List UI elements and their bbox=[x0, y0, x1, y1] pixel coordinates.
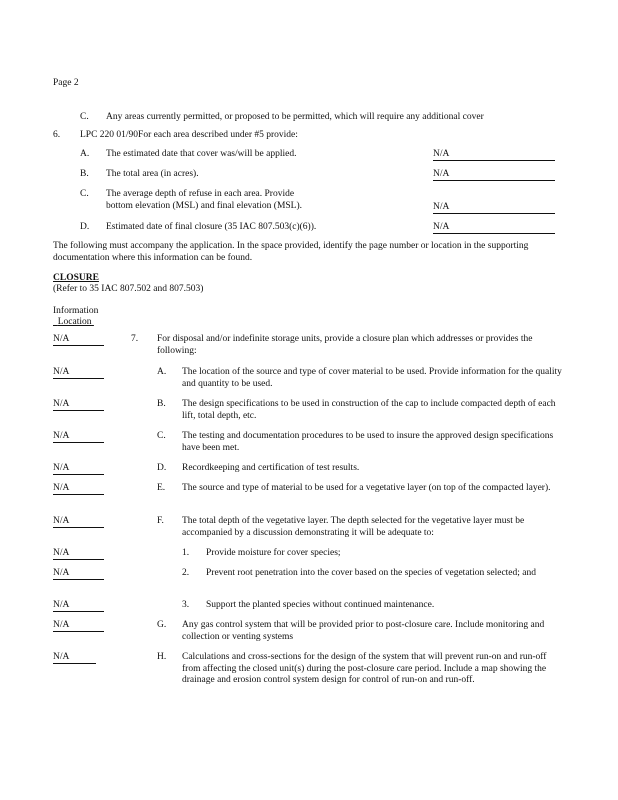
item-6c-letter: C. bbox=[80, 189, 89, 199]
item-6a-letter: A. bbox=[80, 149, 90, 159]
item-6-number: 6. bbox=[53, 130, 61, 140]
item-7e-letter: E. bbox=[157, 483, 166, 493]
item-7d-answer: N/A bbox=[53, 463, 70, 473]
item-7d-letter: D. bbox=[157, 463, 167, 473]
item-7a-answer: N/A bbox=[53, 367, 70, 377]
item-6c-answer-line bbox=[433, 202, 555, 214]
item-6d-answer: N/A bbox=[433, 222, 450, 232]
item-7f1-text: Provide moisture for cover species; bbox=[206, 548, 341, 558]
item-7f-answer: N/A bbox=[53, 516, 70, 526]
item-7h-answer: N/A bbox=[53, 652, 70, 662]
item-c-letter: C. bbox=[80, 112, 89, 122]
instructions-paragraph: The following must accompany the application. In the space provided, identify the page number or location in the supporting documentation where this information can be found. bbox=[53, 241, 529, 263]
item-6b-letter: B. bbox=[80, 169, 89, 179]
item-7f2-text: Prevent root penetration into the cover based on the species of vegetation selected; and bbox=[206, 568, 537, 578]
item-7c-letter: C. bbox=[157, 431, 166, 441]
item-7e-answer: N/A bbox=[53, 483, 70, 493]
item-6-text: LPC 220 01/90For each area described under #5 provide: bbox=[80, 130, 298, 140]
item-6b-answer: N/A bbox=[433, 169, 450, 179]
item-7-text: For disposal and/or indefinite storage units, provide a closure plan which addresses or provides the following: bbox=[157, 334, 533, 356]
item-7h-letter: H. bbox=[157, 652, 167, 662]
item-7g-text: Any gas control system that will be provided prior to post-closure care. Include monitoring and collection or venting systems bbox=[182, 620, 545, 642]
page-label: Page 2 bbox=[53, 78, 79, 88]
item-c-text: Any areas currently permitted, or proposed to be permitted, which will require any additional cover bbox=[106, 112, 484, 122]
item-7a-text: The location of the source and type of cover material to be used. Provide information for the quality and quantity to be used. bbox=[182, 367, 562, 389]
item-7g-letter: G. bbox=[157, 620, 167, 630]
item-6a-answer-line bbox=[433, 149, 555, 161]
item-7d-text: Recordkeeping and certification of test results. bbox=[182, 463, 360, 473]
item-7g-answer: N/A bbox=[53, 620, 70, 630]
closure-reference: (Refer to 35 IAC 807.502 and 807.503) bbox=[53, 284, 204, 294]
item-6d-text: Estimated date of final closure (35 IAC 807.503(c)(6)). bbox=[106, 222, 317, 232]
closure-heading: CLOSURE bbox=[53, 273, 99, 283]
item-7f2-answer: N/A bbox=[53, 568, 70, 578]
info-location-heading-2 bbox=[53, 317, 94, 329]
item-7f1-answer: N/A bbox=[53, 548, 70, 558]
item-6d-letter: D. bbox=[80, 222, 90, 232]
info-location-heading-1: Information bbox=[53, 306, 99, 316]
item-7e-text: The source and type of material to be used for a vegetative layer (on top of the compacted layer). bbox=[182, 483, 551, 493]
item-7f3-text: Support the planted species without continued maintenance. bbox=[206, 600, 435, 610]
item-7b-text: The design specifications to be used in construction of the cap to include compacted depth of each lift, total depth, etc. bbox=[182, 399, 556, 421]
item-7-number: 7. bbox=[131, 334, 139, 344]
info-location-heading-2-text: Location bbox=[57, 317, 92, 327]
item-6b-text: The total area (in acres). bbox=[106, 169, 199, 179]
item-7h-text: Calculations and cross-sections for the design of the system that will prevent run-on and run-off from affecting the closed unit(s) during the post-closure care period. Include a map showing the drainage and erosion control system design for control of run-on and run-off. bbox=[182, 652, 547, 685]
item-7c-answer: N/A bbox=[53, 431, 70, 441]
item-6d-answer-line bbox=[433, 222, 555, 234]
item-7f-letter: F. bbox=[157, 516, 164, 526]
item-7c-text: The testing and documentation procedures to be used to insure the approved design specifications have been met. bbox=[182, 431, 554, 453]
item-6a-text: The estimated date that cover was/will be applied. bbox=[106, 149, 297, 159]
item-7f3-answer: N/A bbox=[53, 600, 70, 610]
item-6b-answer-line bbox=[433, 169, 555, 181]
item-7b-letter: B. bbox=[157, 399, 166, 409]
item-6a-answer: N/A bbox=[433, 149, 450, 159]
item-7b-answer: N/A bbox=[53, 399, 70, 409]
item-7f1-number: 1. bbox=[182, 548, 190, 558]
item-6c-answer: N/A bbox=[433, 202, 450, 212]
item-7f2-number: 2. bbox=[182, 568, 190, 578]
item-6c-text: The average depth of refuse in each area. Provide bottom elevation (MSL) and final elevation (MSL). bbox=[106, 189, 303, 211]
item-7f-text: The total depth of the vegetative layer. The depth selected for the vegetative layer must be accompanied by a discussion demonstrating it will be adequate to: bbox=[182, 516, 525, 538]
item-7a-letter: A. bbox=[157, 367, 167, 377]
item-7-answer: N/A bbox=[53, 334, 70, 344]
item-7f3-number: 3. bbox=[182, 600, 190, 610]
